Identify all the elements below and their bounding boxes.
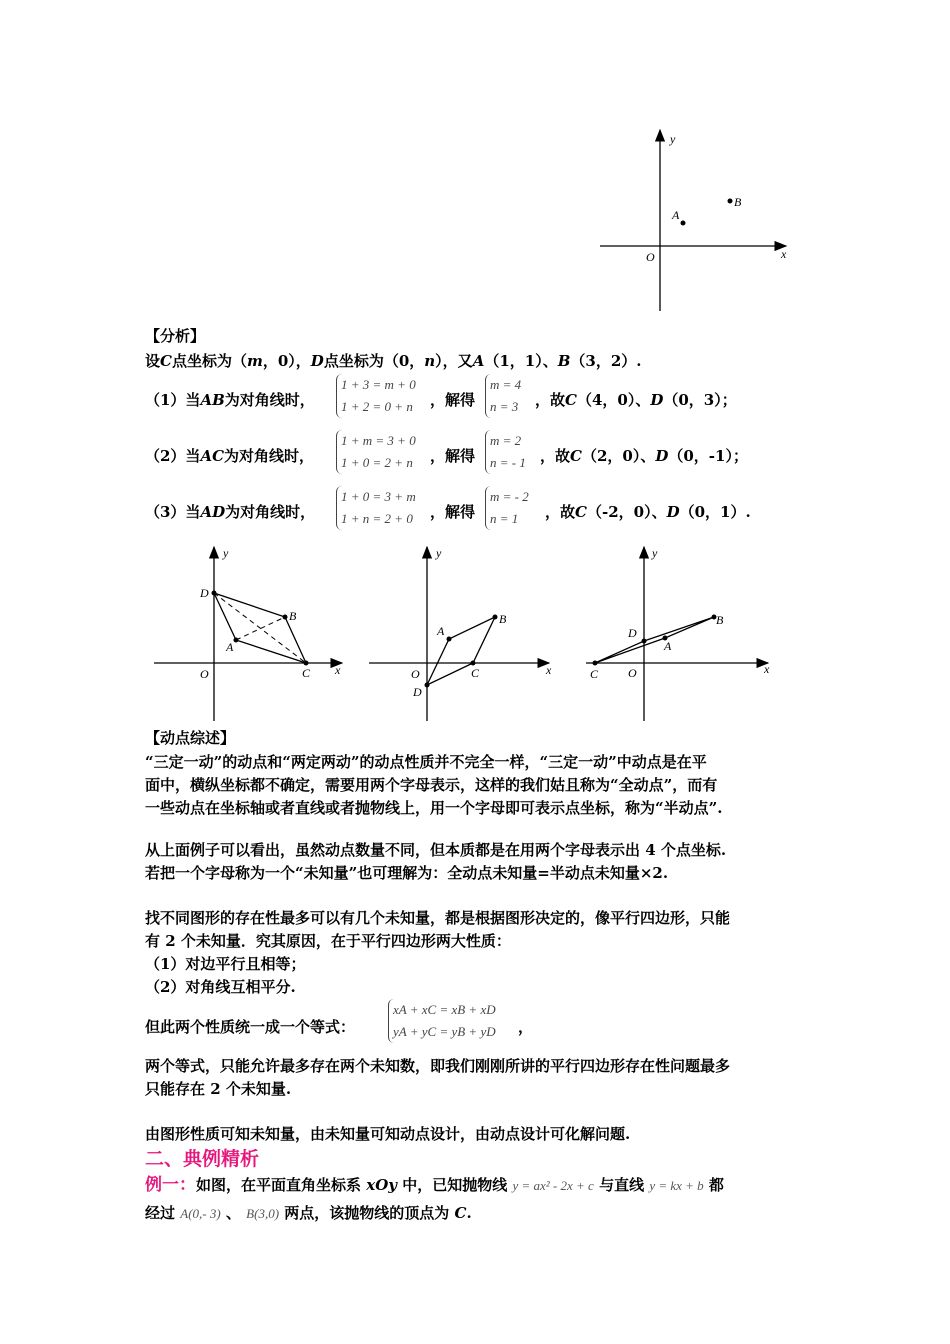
para3-line2: 有 2 个未知量．究其原因，在于平行四边形两大性质： (145, 932, 511, 950)
svg-text:y: y (670, 132, 676, 146)
para4-line1: 两个等式，只能允许最多存在两个未知数，即我们刚刚所讲的平行四边形存在性问题最多 (145, 1057, 731, 1075)
svg-text:C: C (471, 666, 480, 680)
svg-text:x: x (781, 247, 787, 261)
svg-text:C: C (590, 667, 599, 681)
summary-title: 【动点综述】 (145, 729, 236, 747)
svg-text:O: O (200, 667, 209, 681)
para3-line3: （1）对边平行且相等； (145, 955, 306, 973)
example-line2: 经过 A(0,- 3) 、 B(3,0) 两点，该抛物线的顶点为 C. (145, 1204, 472, 1222)
svg-text:y: y (223, 546, 229, 560)
case-1-result: ，故C（4，0）、D（0，3）； (535, 391, 737, 409)
para1-line3: 一些动点在坐标轴或者直线或者抛物线上，用一个字母即可表示点坐标，称为“半动点”. (145, 799, 723, 817)
case-2-result: ，故C（2，0）、D（0，-1）； (540, 447, 748, 465)
figure-top-coordinate (590, 125, 800, 315)
para5: 由图形性质可知未知量，由未知量可知动点设计，由动点设计可化解问题. (145, 1125, 631, 1143)
para2-line1: 从上面例子可以看出，虽然动点数量不同，但本质都是在用两个字母表示出 4 个点坐标. (145, 841, 727, 859)
case-3-label: （3）当AD为对角线时， (145, 503, 316, 521)
case-1-equations: 1 + 3 = m + 0 1 + 2 = 0 + n (336, 374, 416, 418)
case-1-label: （1）当AB为对角线时， (145, 391, 315, 409)
figure-case-3 (582, 543, 777, 723)
case-1-solution: m = 4 n = 3 (485, 374, 521, 418)
svg-text:D: D (200, 586, 209, 600)
svg-text:A: A (437, 624, 445, 638)
svg-text:D: D (628, 626, 637, 640)
svg-text:C: C (302, 666, 311, 680)
svg-text:x: x (764, 662, 770, 676)
case-2-label: （2）当AC为对角线时， (145, 447, 315, 465)
section-title: 二、典例精析 (145, 1148, 260, 1170)
svg-text:A: A (226, 640, 234, 654)
para1-line1: “三定一动”的动点和“两定两动”的动点性质并不完全一样，“三定一动”中动点是在平 (145, 753, 707, 771)
svg-text:x: x (546, 663, 552, 677)
svg-text:B: B (289, 609, 297, 623)
unify-text: 但此两个性质统一成一个等式： (145, 1018, 356, 1036)
svg-text:A: A (664, 639, 672, 653)
svg-text:y: y (652, 546, 658, 560)
unify-equations: xA + xC = xB + xD yA + yC = yB + yD (388, 999, 496, 1043)
example-line1: 例一：如图，在平面直角坐标系 xOy 中，已知抛物线 y = ax² - 2x + c 与直线 y = kx + b 都 (145, 1175, 724, 1195)
para2-line2: 若把一个字母称为一个“未知量”也可理解为：全动点未知量=半动点未知量×2. (145, 864, 669, 882)
case-2-equations: 1 + m = 3 + 0 1 + 0 = 2 + n (336, 430, 416, 474)
para3-line1: 找不同图形的存在性最多可以有几个未知量，都是根据图形决定的，像平行四边形，只能 (145, 909, 731, 927)
svg-text:x: x (335, 663, 341, 677)
para3-line4: （2）对角线互相平分. (145, 978, 296, 996)
analysis-title: 【分析】 (145, 327, 206, 345)
case-2-solution: m = 2 n = - 1 (485, 430, 526, 474)
svg-text:O: O (628, 666, 637, 680)
svg-text:D: D (413, 685, 422, 699)
svg-text:O: O (411, 667, 420, 681)
para4-line2: 只能存在 2 个未知量. (145, 1080, 292, 1098)
svg-text:y: y (436, 546, 442, 560)
svg-text:B: B (734, 195, 742, 209)
analysis-intro: 设C点坐标为（m，0），D点坐标为（0，n），又A（1，1）、B（3，2）. (145, 352, 642, 370)
svg-text:B: B (716, 613, 724, 627)
svg-text:A: A (672, 208, 680, 222)
case-3-result: ，故C（-2，0）、D（0，1）. (545, 503, 751, 521)
para1-line2: 面中，横纵坐标都不确定，需要用两个字母表示，这样的我们姑且称为“全动点”，而有 (145, 776, 718, 794)
figure-case-2 (365, 543, 560, 723)
svg-text:B: B (499, 612, 507, 626)
svg-text:O: O (646, 250, 655, 264)
case-3-equations: 1 + 0 = 3 + m 1 + n = 2 + 0 (336, 486, 416, 530)
figure-case-1 (150, 543, 355, 723)
case-3-solution: m = - 2 n = 1 (485, 486, 529, 530)
